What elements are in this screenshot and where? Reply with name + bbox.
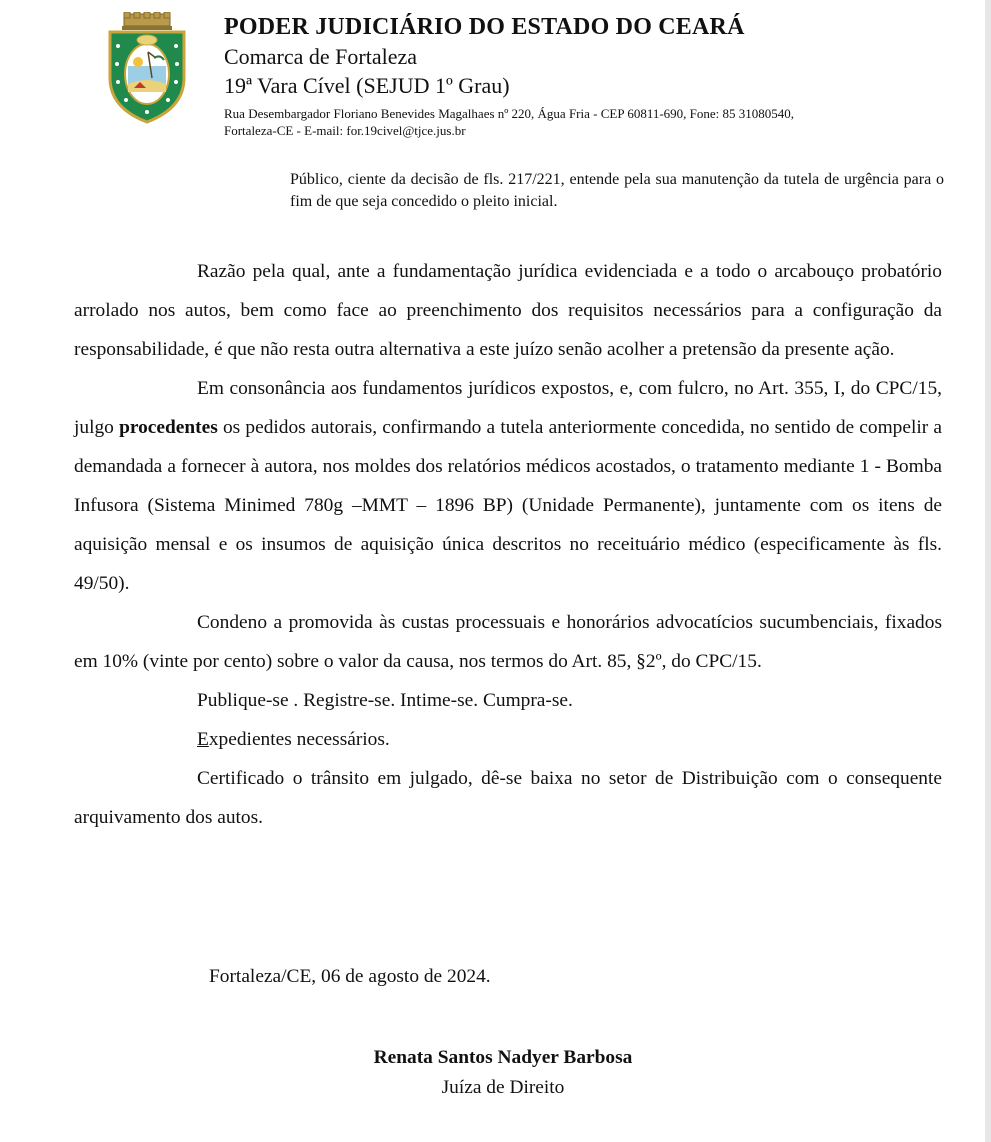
vara-name: 19ª Vara Cível (SEJUD 1º Grau): [224, 73, 510, 98]
paragraph-publish: Publique-se . Registre-se. Intime-se. Cumpra-se.: [197, 690, 573, 711]
expedientes-rest: xpedientes necessários.: [208, 729, 390, 750]
paragraph-archive: Certificado o trânsito em julgado, dê-se baixa no setor de Distribuição com o consequente arquivamento dos autos.: [74, 768, 942, 828]
quoted-excerpt: Público, ciente da decisão de fls. 217/221, entende pela sua manutenção da tutela de urgência para o fim de que seja concedido o pleito inicial.: [290, 171, 944, 210]
ceara-coat-of-arms-icon: [104, 12, 190, 124]
paragraph-reasoning: Razão pela qual, ante a fundamentação jurídica evidenciada e a todo o arcabouço probatório arrolado nos autos, bem como face ao preenchimento dos requisitos necessários para a configuração da responsabilidade, é que não resta outra alternativa a este juízo senão acolher a pretensão da presente ação.: [74, 261, 942, 360]
ruling-text-after: os pedidos autorais, confirmando a tutela anteriormente concedida, no sentido de compelir a demandada a fornecer à autora, nos moldes dos relatórios médicos acostados, o tratamento mediante 1 - Bomba Infusora (Sistema Minimed 780g –MMT – 1896 BP) (Unidade Permanente), juntamente com os itens de aquisição mensal e os insumos de aquisição única descritos no receituário médico (especificamente às fls. 49/50).: [74, 417, 942, 594]
date-line: Fortaleza/CE, 06 de agosto de 2024.: [209, 966, 491, 987]
decision-body: [74, 252, 942, 837]
signature-block: [300, 1043, 706, 1103]
paragraph-ruling: [74, 369, 942, 603]
comarca-name: Comarca de Fortaleza: [224, 44, 418, 69]
ruling-text-before: Em consonância aos fundamentos jurídicos expostos, e, com fulcro, no Art. 355, I, do CPC/15, julgo: [74, 378, 942, 438]
ruling-keyword: procedentes: [119, 417, 218, 438]
page-edge: [985, 0, 991, 1142]
paragraph-expedientes: [74, 720, 942, 759]
signer-name: Renata Santos Nadyer Barbosa: [373, 1047, 633, 1068]
paragraph-costs: Condeno a promovida às custas processuais e honorários advocatícios sucumbenciais, fixados em 10% (vinte por cento) sobre o valor da causa, nos termos do Art. 85, §2º, do CPC/15.: [74, 612, 942, 672]
letterhead: [224, 12, 944, 139]
expedientes-initial: E: [197, 729, 209, 750]
signer-role: Juíza de Direito: [441, 1077, 565, 1098]
court-address: [224, 105, 924, 139]
court-name: PODER JUDICIÁRIO DO ESTADO DO CEARÁ: [224, 14, 745, 40]
address-line-2: Fortaleza-CE - E-mail: for.19civel@tjce.jus.br: [224, 123, 466, 138]
address-line-1: Rua Desembargador Floriano Benevides Magalhaes nº 220, Água Fria - CEP 60811-690, Fone: 85 31080540,: [224, 106, 795, 121]
